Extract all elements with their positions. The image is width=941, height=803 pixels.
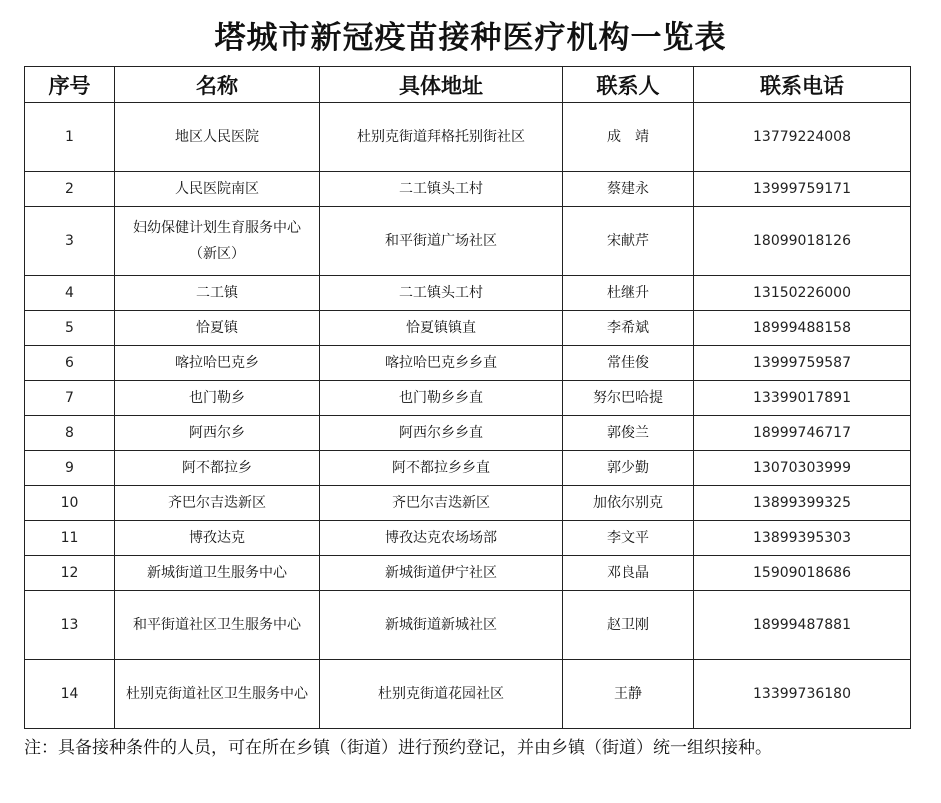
cell-index: 6 bbox=[25, 346, 115, 381]
cell-phone: 13399017891 bbox=[694, 381, 911, 416]
cell-contact: 蔡建永 bbox=[563, 172, 694, 207]
cell-address: 也门勒乡乡直 bbox=[320, 381, 563, 416]
cell-phone: 18999488158 bbox=[694, 311, 911, 346]
footnote: 注：具备接种条件的人员，可在所在乡镇（街道）进行预约登记，并由乡镇（街道）统一组织接种。 bbox=[24, 738, 772, 758]
cell-address: 新城街道伊宁社区 bbox=[320, 556, 563, 591]
cell-contact: 赵卫刚 bbox=[563, 591, 694, 660]
cell-name: 二工镇 bbox=[115, 276, 320, 311]
header-phone: 联系电话 bbox=[694, 67, 911, 103]
cell-address: 二工镇头工村 bbox=[320, 172, 563, 207]
cell-address: 阿不都拉乡乡直 bbox=[320, 451, 563, 486]
cell-phone: 13070303999 bbox=[694, 451, 911, 486]
cell-name: 阿不都拉乡 bbox=[115, 451, 320, 486]
cell-contact: 郭少勤 bbox=[563, 451, 694, 486]
cell-contact: 常佳俊 bbox=[563, 346, 694, 381]
cell-address: 阿西尔乡乡直 bbox=[320, 416, 563, 451]
cell-name: 地区人民医院 bbox=[115, 103, 320, 172]
table-row bbox=[25, 486, 911, 521]
header-address: 具体地址 bbox=[320, 67, 563, 103]
cell-address: 新城街道新城社区 bbox=[320, 591, 563, 660]
cell-address: 恰夏镇镇直 bbox=[320, 311, 563, 346]
table-row bbox=[25, 207, 911, 276]
cell-name: 妇幼保健计划生育服务中心（新区） bbox=[115, 207, 320, 276]
cell-index: 2 bbox=[25, 172, 115, 207]
cell-phone: 13999759587 bbox=[694, 346, 911, 381]
cell-index: 11 bbox=[25, 521, 115, 556]
cell-contact: 成 靖 bbox=[563, 103, 694, 172]
table-header-row bbox=[25, 67, 911, 103]
table-row bbox=[25, 103, 911, 172]
cell-index: 8 bbox=[25, 416, 115, 451]
cell-name: 杜别克街道社区卫生服务中心 bbox=[115, 660, 320, 729]
cell-contact: 邓良晶 bbox=[563, 556, 694, 591]
table-row bbox=[25, 381, 911, 416]
cell-name: 人民医院南区 bbox=[115, 172, 320, 207]
cell-index: 1 bbox=[25, 103, 115, 172]
cell-index: 14 bbox=[25, 660, 115, 729]
cell-name: 喀拉哈巴克乡 bbox=[115, 346, 320, 381]
cell-contact: 加依尔别克 bbox=[563, 486, 694, 521]
cell-phone: 15909018686 bbox=[694, 556, 911, 591]
cell-address: 杜别克街道花园社区 bbox=[320, 660, 563, 729]
cell-address: 杜别克街道拜格托别街社区 bbox=[320, 103, 563, 172]
cell-address: 二工镇头工村 bbox=[320, 276, 563, 311]
cell-name: 新城街道卫生服务中心 bbox=[115, 556, 320, 591]
cell-phone: 18999487881 bbox=[694, 591, 911, 660]
cell-index: 9 bbox=[25, 451, 115, 486]
cell-address: 博孜达克农场场部 bbox=[320, 521, 563, 556]
table-row bbox=[25, 276, 911, 311]
cell-index: 13 bbox=[25, 591, 115, 660]
table-row bbox=[25, 660, 911, 729]
cell-contact: 郭俊兰 bbox=[563, 416, 694, 451]
cell-name: 和平街道社区卫生服务中心 bbox=[115, 591, 320, 660]
cell-phone: 13899399325 bbox=[694, 486, 911, 521]
table-row bbox=[25, 172, 911, 207]
cell-name: 恰夏镇 bbox=[115, 311, 320, 346]
cell-contact: 宋献芹 bbox=[563, 207, 694, 276]
table-row bbox=[25, 556, 911, 591]
cell-contact: 努尔巴哈提 bbox=[563, 381, 694, 416]
table-row bbox=[25, 346, 911, 381]
cell-phone: 13999759171 bbox=[694, 172, 911, 207]
cell-phone: 13899395303 bbox=[694, 521, 911, 556]
cell-name: 齐巴尔吉迭新区 bbox=[115, 486, 320, 521]
cell-phone: 18999746717 bbox=[694, 416, 911, 451]
cell-address: 和平街道广场社区 bbox=[320, 207, 563, 276]
cell-contact: 李希斌 bbox=[563, 311, 694, 346]
cell-address: 喀拉哈巴克乡乡直 bbox=[320, 346, 563, 381]
header-index: 序号 bbox=[25, 67, 115, 103]
cell-phone: 13779224008 bbox=[694, 103, 911, 172]
cell-name: 也门勒乡 bbox=[115, 381, 320, 416]
cell-phone: 13150226000 bbox=[694, 276, 911, 311]
cell-address: 齐巴尔吉迭新区 bbox=[320, 486, 563, 521]
cell-contact: 李文平 bbox=[563, 521, 694, 556]
cell-name: 博孜达克 bbox=[115, 521, 320, 556]
cell-index: 3 bbox=[25, 207, 115, 276]
cell-phone: 18099018126 bbox=[694, 207, 911, 276]
cell-index: 10 bbox=[25, 486, 115, 521]
cell-index: 4 bbox=[25, 276, 115, 311]
cell-index: 12 bbox=[25, 556, 115, 591]
cell-name: 阿西尔乡 bbox=[115, 416, 320, 451]
cell-contact: 杜继升 bbox=[563, 276, 694, 311]
cell-contact: 王静 bbox=[563, 660, 694, 729]
table-row bbox=[25, 591, 911, 660]
table-row bbox=[25, 311, 911, 346]
vaccination-sites-table bbox=[24, 66, 911, 729]
table-row bbox=[25, 451, 911, 486]
page-title: 塔城市新冠疫苗接种医疗机构一览表 bbox=[214, 20, 727, 56]
table-row bbox=[25, 416, 911, 451]
header-name: 名称 bbox=[115, 67, 320, 103]
cell-index: 5 bbox=[25, 311, 115, 346]
header-contact: 联系人 bbox=[563, 67, 694, 103]
cell-phone: 13399736180 bbox=[694, 660, 911, 729]
cell-index: 7 bbox=[25, 381, 115, 416]
table-row bbox=[25, 521, 911, 556]
